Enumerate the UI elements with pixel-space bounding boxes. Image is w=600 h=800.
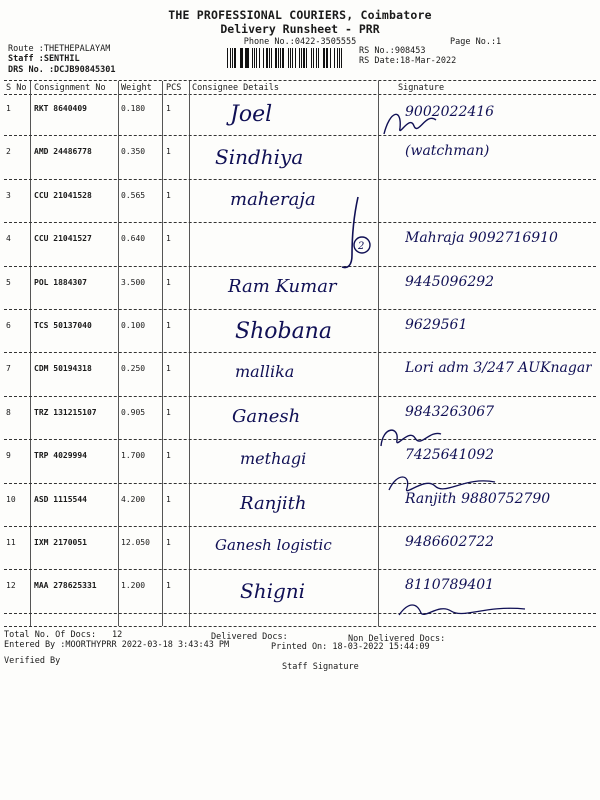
row-pcs: 1 xyxy=(166,581,171,591)
row-weight: 0.100 xyxy=(121,321,146,330)
row-consignment-no: AMD 24486778 xyxy=(34,147,92,157)
row-consignment-no: TCS 50137040 xyxy=(34,321,92,330)
row-consignment-no: TRZ 131215107 xyxy=(34,407,97,417)
row-divider xyxy=(4,135,596,136)
row-signature-handwritten: Ranjith 9880752790 xyxy=(405,490,551,507)
row-weight: 0.350 xyxy=(121,147,146,157)
row-pcs: 1 xyxy=(166,451,171,461)
row-consignee-handwritten: maheraja xyxy=(230,188,316,210)
row-weight: 0.640 xyxy=(121,234,146,244)
bracket-mark xyxy=(330,195,380,275)
row-consignment-no: POL 1884307 xyxy=(34,277,87,287)
row-consignment-no: MAA 278625331 xyxy=(34,581,97,591)
row-signature-handwritten: 9486602722 xyxy=(405,534,495,550)
col-header-consignee: Consignee Details xyxy=(192,83,279,93)
row-pcs: 1 xyxy=(166,321,171,330)
signature-scribble xyxy=(375,420,445,454)
row-pcs: 1 xyxy=(166,277,171,287)
row-pcs: 1 xyxy=(166,234,171,244)
phone-number: Phone No.:0422-3505555 xyxy=(243,37,357,47)
row-sno: 9 xyxy=(6,451,11,461)
row-weight: 3.500 xyxy=(121,277,146,287)
row-weight: 0.565 xyxy=(121,190,146,200)
entered-by: Entered By :MOORTHYPRR 2022-03-18 3:43:43 PM xyxy=(4,640,230,650)
staff-signature-label: Staff Signature xyxy=(282,662,359,672)
svg-text:2: 2 xyxy=(358,241,365,252)
row-weight: 1.700 xyxy=(121,451,146,461)
row-sno: 8 xyxy=(6,407,11,417)
row-signature-handwritten: 9002022416 xyxy=(405,104,495,120)
row-consignment-no: CCU 21041527 xyxy=(34,234,92,244)
non-delivered-docs-label: Non Delivered Docs: xyxy=(348,634,446,644)
signature-scribble xyxy=(385,470,505,500)
row-weight: 1.200 xyxy=(121,581,146,591)
col-header-consignment: Consignment No xyxy=(34,83,106,93)
row-pcs: 1 xyxy=(166,494,171,504)
row-sno: 10 xyxy=(6,494,16,504)
row-divider xyxy=(4,266,596,267)
column-separator xyxy=(118,81,119,626)
row-sno: 6 xyxy=(6,321,11,330)
row-divider xyxy=(4,309,596,310)
row-sno: 5 xyxy=(6,277,11,287)
col-header-sno: S No xyxy=(6,83,27,93)
row-pcs: 1 xyxy=(166,147,171,157)
row-divider xyxy=(4,222,596,223)
row-signature-handwritten: Mahraja 9092716910 xyxy=(405,230,558,247)
row-signature-handwritten: 7425641092 xyxy=(405,447,495,464)
row-signature-handwritten: 9629561 xyxy=(405,317,468,333)
row-sno: 3 xyxy=(6,190,11,200)
row-consignee-handwritten: methagi xyxy=(240,449,307,469)
staff: Staff :SENTHIL xyxy=(8,54,80,64)
row-divider xyxy=(4,483,596,484)
printed-on: Printed On: 18-03-2022 15:44:09 xyxy=(271,642,430,652)
column-separator xyxy=(378,81,379,626)
delivered-docs-label: Delivered Docs: xyxy=(211,632,288,642)
row-weight: 4.200 xyxy=(121,494,146,504)
row-sno: 12 xyxy=(6,581,16,591)
signature-scribble xyxy=(395,595,535,625)
col-header-weight: Weight xyxy=(121,83,152,93)
rs-number: RS No.:908453 xyxy=(359,46,426,56)
row-signature-handwritten: 9843263067 xyxy=(405,403,495,420)
row-weight: 0.905 xyxy=(121,407,146,417)
runsheet-title: Delivery Runsheet - PRR xyxy=(220,22,380,36)
row-pcs: 1 xyxy=(166,104,171,113)
total-docs-label: Total No. Of Docs: xyxy=(4,630,97,640)
row-divider xyxy=(4,526,596,527)
row-divider xyxy=(4,179,596,180)
row-consignment-no: CCU 21041528 xyxy=(34,190,92,200)
row-pcs: 1 xyxy=(166,407,171,417)
drs-number: DRS No. :DCJB90845301 xyxy=(8,65,116,75)
divider xyxy=(4,626,596,627)
row-consignee-handwritten: Ranjith xyxy=(240,492,307,514)
company-title: THE PROFESSIONAL COURIERS, Coimbatore xyxy=(168,8,432,22)
row-weight: 0.180 xyxy=(121,104,146,113)
row-pcs: 1 xyxy=(166,190,171,200)
row-weight: 12.050 xyxy=(121,538,150,547)
column-separator xyxy=(30,81,31,626)
row-divider xyxy=(4,352,596,353)
col-header-pcs: PCS xyxy=(166,83,182,93)
divider xyxy=(4,80,596,81)
signature-scribble xyxy=(380,104,440,144)
col-header-signature: Signature xyxy=(398,83,445,93)
row-consignment-no: ASD 1115544 xyxy=(34,494,87,504)
row-divider xyxy=(4,439,596,440)
row-sno: 4 xyxy=(6,234,11,244)
row-sno: 1 xyxy=(6,104,11,113)
row-signature-handwritten: (watchman) xyxy=(405,143,490,160)
row-divider xyxy=(4,569,596,570)
row-pcs: 1 xyxy=(166,538,171,547)
row-consignment-no: CDM 50194318 xyxy=(34,364,92,374)
row-consignee-handwritten: Shigni xyxy=(240,579,306,604)
row-sno: 7 xyxy=(6,364,11,374)
row-consignee-handwritten: Ganesh xyxy=(232,405,301,427)
barcode xyxy=(227,48,347,68)
row-consignee-handwritten: Ganesh logistic xyxy=(215,536,332,554)
row-consignee-handwritten: Sindhiya xyxy=(215,145,304,170)
row-consignee-handwritten: Joel xyxy=(230,102,273,127)
rs-date: RS Date:18-Mar-2022 xyxy=(359,56,457,66)
column-separator xyxy=(162,81,163,626)
row-sno: 2 xyxy=(6,147,11,157)
row-weight: 0.250 xyxy=(121,364,146,374)
row-consignee-handwritten: mallika xyxy=(235,362,295,382)
page-number: Page No.:1 xyxy=(450,37,502,47)
column-separator xyxy=(189,81,190,626)
row-signature-handwritten: 8110789401 xyxy=(405,577,495,594)
verified-by: Verified By xyxy=(4,656,61,666)
row-consignee-handwritten: Shobana xyxy=(235,319,332,344)
row-signature-handwritten: 9445096292 xyxy=(405,273,495,290)
row-consignment-no: IXM 2170051 xyxy=(34,538,87,547)
row-pcs: 1 xyxy=(166,364,171,374)
total-docs-value: 12 xyxy=(112,630,123,640)
row-sno: 11 xyxy=(6,538,16,547)
route: Route :THETHEPALAYAM xyxy=(8,44,111,54)
row-consignee-handwritten: Ram Kumar xyxy=(228,275,337,297)
divider xyxy=(4,94,596,95)
row-signature-handwritten: Lori adm 3/247 AUKnagar xyxy=(405,360,592,377)
row-consignment-no: RKT 8640409 xyxy=(34,104,87,113)
row-divider xyxy=(4,396,596,397)
row-consignment-no: TRP 4029994 xyxy=(34,451,87,461)
